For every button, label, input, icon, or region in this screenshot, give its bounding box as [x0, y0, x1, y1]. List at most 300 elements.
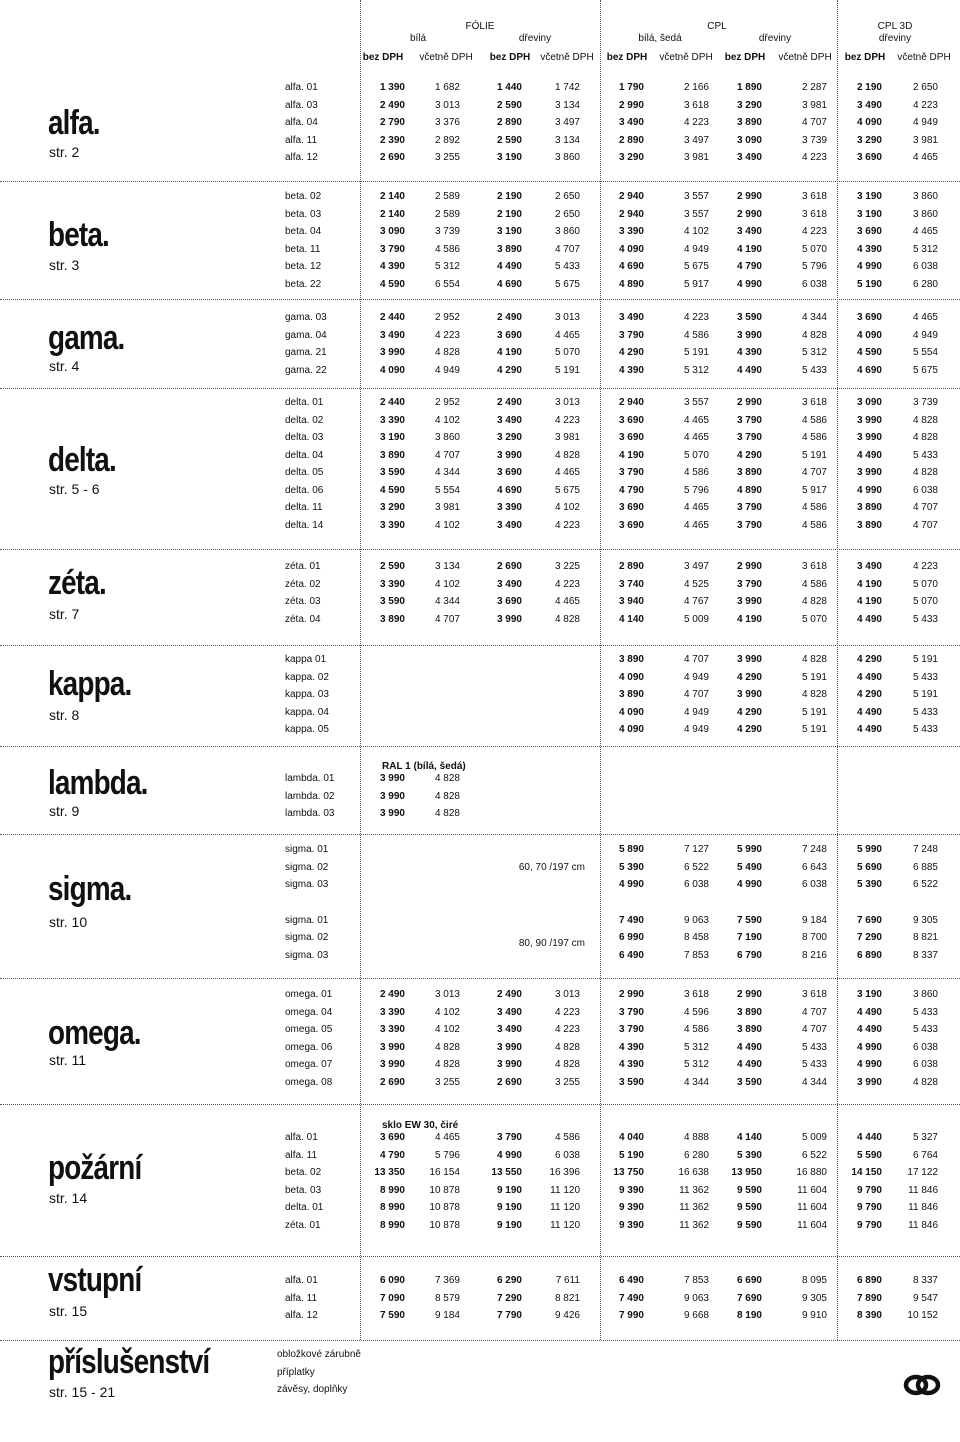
price-cell: 2 690 — [496, 1076, 522, 1088]
row-label: lambda. 03 — [285, 808, 335, 819]
price-cell: 5 433 — [912, 449, 938, 461]
price-cell: 3 890 — [856, 519, 882, 531]
price-cell: 5 990 — [856, 844, 882, 855]
price-cell: 7 590 — [379, 1310, 405, 1321]
row-label: omega. 07 — [285, 1059, 333, 1070]
price-cell: 3 390 — [618, 226, 644, 237]
price-cell: 11 846 — [908, 1184, 938, 1196]
price-cell: 4 707 — [801, 1024, 827, 1035]
price-cell: 4 990 — [736, 879, 762, 890]
price-cell: 5 191 — [912, 689, 938, 700]
price-cell: 3 618 — [801, 191, 827, 202]
price-cell: 4 828 — [912, 432, 938, 443]
price-cell: 11 362 — [679, 1184, 709, 1196]
price-cell: 8 990 — [379, 1202, 405, 1213]
price-cell: 3 981 — [554, 432, 580, 443]
price-cell: 3 690 — [618, 414, 644, 426]
price-cell: 5 191 — [801, 706, 827, 718]
column-label: včetně DPH — [778, 52, 832, 63]
price-cell: 10 152 — [907, 1310, 938, 1321]
row-label: delta. 11 — [285, 502, 323, 513]
row-label: alfa. 01 — [285, 82, 318, 93]
price-cell: 4 465 — [683, 519, 709, 531]
price-cell: 13 350 — [374, 1167, 405, 1178]
size-note: 60, 70 /197 cm — [518, 862, 585, 873]
price-cell: 5 675 — [554, 278, 580, 290]
price-cell: 2 650 — [554, 191, 580, 202]
price-cell: 3 390 — [379, 1006, 405, 1018]
section-divider — [0, 645, 960, 646]
price-cell: 2 440 — [379, 397, 405, 408]
price-cell: 4 828 — [554, 449, 580, 461]
price-cell: 3 290 — [618, 152, 644, 163]
price-cell: 4 223 — [683, 312, 709, 323]
price-cell: 3 690 — [618, 502, 644, 513]
price-cell: 4 344 — [801, 1076, 827, 1088]
price-cell: 1 790 — [618, 82, 644, 93]
price-cell: 3 490 — [496, 1006, 522, 1018]
price-cell: 4 140 — [618, 613, 644, 625]
price-cell: 4 586 — [801, 502, 827, 513]
price-cell: 5 433 — [801, 364, 827, 376]
price-cell: 3 990 — [736, 654, 762, 665]
price-cell: 4 490 — [856, 1024, 882, 1035]
row-label: kappa. 03 — [285, 689, 329, 700]
price-cell: 7 369 — [434, 1275, 460, 1286]
price-cell: 4 102 — [434, 1024, 460, 1035]
price-cell: 3 690 — [496, 596, 522, 607]
price-cell: 3 490 — [856, 99, 882, 111]
price-cell: 4 990 — [856, 1059, 882, 1070]
header-sub-cpl3d-dreviny: dřeviny — [878, 33, 912, 44]
price-cell: 4 690 — [856, 364, 882, 376]
price-cell: 4 990 — [618, 879, 644, 890]
column-label: včetně DPH — [419, 52, 473, 63]
price-cell: 6 690 — [736, 1275, 762, 1286]
price-cell: 4 223 — [554, 578, 580, 590]
price-cell: 9 184 — [801, 914, 827, 926]
row-label: lambda. 01 — [285, 773, 335, 784]
section-divider — [0, 978, 960, 979]
price-cell: 4 223 — [801, 226, 827, 237]
price-cell: 3 890 — [736, 1024, 762, 1035]
price-cell: 16 638 — [678, 1167, 709, 1178]
price-cell: 9 305 — [912, 914, 938, 926]
price-cell: 10 878 — [429, 1202, 460, 1213]
price-cell: 4 465 — [554, 467, 580, 478]
price-cell: 2 490 — [496, 312, 522, 323]
price-cell: 5 070 — [801, 243, 827, 255]
row-label: delta. 01 — [285, 1202, 324, 1213]
price-cell: 6 885 — [912, 861, 938, 873]
price-cell: 3 390 — [379, 578, 405, 590]
price-cell: 3 739 — [912, 397, 938, 408]
row-label: zéta. 03 — [285, 596, 321, 607]
column-label: bez DPH — [724, 52, 766, 63]
price-cell: 3 090 — [379, 226, 405, 237]
price-cell: 3 390 — [379, 519, 405, 531]
price-cell: 3 618 — [801, 561, 827, 572]
price-cell: 5 190 — [856, 278, 882, 290]
section-divider — [0, 299, 960, 300]
price-cell: 5 796 — [801, 261, 827, 272]
price-cell: 4 344 — [434, 467, 460, 478]
price-cell: 4 290 — [496, 364, 522, 376]
price-cell: 6 522 — [912, 879, 938, 890]
price-cell: 7 790 — [496, 1310, 522, 1321]
price-cell: 4 344 — [683, 1076, 709, 1088]
row-label: delta. 14 — [285, 519, 324, 531]
row-label: obložkové zárubně — [277, 1349, 361, 1360]
price-cell: 8 700 — [801, 932, 827, 943]
row-label: alfa. 12 — [285, 152, 318, 163]
section-divider — [0, 834, 960, 835]
price-cell: 3 190 — [496, 152, 522, 163]
price-cell: 3 190 — [856, 208, 882, 220]
price-cell: 4 190 — [496, 347, 522, 358]
price-cell: 5 390 — [618, 861, 644, 873]
price-cell: 7 090 — [379, 1292, 405, 1304]
row-label: delta. 03 — [285, 432, 324, 443]
price-cell: 2 890 — [618, 561, 644, 572]
price-cell: 9 590 — [736, 1219, 762, 1231]
price-cell: 5 191 — [683, 347, 709, 358]
price-cell: 3 390 — [379, 414, 405, 426]
price-cell: 4 440 — [856, 1132, 882, 1143]
price-cell: 2 390 — [379, 134, 405, 146]
header-sub-folie-bila: bílá — [409, 33, 427, 44]
price-cell: 4 040 — [618, 1132, 644, 1143]
section-title: zéta. — [48, 564, 106, 602]
price-cell: 11 120 — [550, 1202, 580, 1213]
price-cell: 3 225 — [554, 561, 580, 572]
price-cell: 3 255 — [434, 1076, 460, 1088]
row-label: delta. 04 — [285, 449, 324, 461]
price-cell: 17 122 — [907, 1167, 938, 1178]
price-cell: 2 190 — [496, 191, 522, 202]
price-cell: 3 990 — [496, 613, 522, 625]
price-cell: 4 090 — [618, 243, 644, 255]
price-cell: 3 013 — [554, 312, 580, 323]
price-cell: 2 690 — [496, 561, 522, 572]
price-cell: 4 223 — [554, 414, 580, 426]
price-cell: 9 426 — [554, 1310, 580, 1321]
column-label: včetně DPH — [540, 52, 594, 63]
row-label: beta. 12 — [285, 261, 322, 272]
row-label: alfa. 11 — [285, 134, 318, 146]
row-label: alfa. 01 — [285, 1132, 318, 1143]
price-cell: 3 497 — [683, 561, 709, 572]
price-cell: 9 390 — [618, 1219, 644, 1231]
price-cell: 4 290 — [856, 689, 882, 700]
price-cell: 4 586 — [801, 414, 827, 426]
price-cell: 4 090 — [379, 364, 405, 376]
price-cell: 3 790 — [618, 1006, 644, 1018]
price-cell: 4 102 — [554, 502, 580, 513]
row-label: sigma. 03 — [285, 949, 329, 961]
price-cell: 4 990 — [736, 278, 762, 290]
price-cell: 6 643 — [801, 861, 827, 873]
price-cell: 5 675 — [912, 364, 938, 376]
price-cell: 4 586 — [683, 329, 709, 341]
price-cell: 4 990 — [856, 261, 882, 272]
price-cell: 3 940 — [618, 596, 644, 607]
section-title: gama. — [48, 319, 125, 357]
row-label: závěsy, doplňky — [277, 1384, 348, 1395]
price-cell: 6 038 — [912, 261, 938, 272]
price-cell: 5 590 — [856, 1149, 882, 1161]
header-group-cpl: CPL — [707, 21, 727, 32]
price-cell: 4 828 — [801, 596, 827, 607]
section-page-ref: str. 15 - 21 — [49, 1384, 116, 1400]
price-cell: 5 433 — [912, 613, 938, 625]
price-cell: 3 990 — [736, 689, 762, 700]
section-note: sklo EW 30, čiré — [382, 1120, 459, 1131]
price-cell: 3 557 — [683, 191, 709, 202]
price-cell: 3 590 — [618, 1076, 644, 1088]
price-cell: 4 828 — [912, 1076, 938, 1088]
row-label: delta. 01 — [285, 397, 324, 408]
row-label: beta. 02 — [285, 1167, 322, 1178]
price-cell: 4 465 — [912, 226, 938, 237]
price-cell: 3 290 — [379, 502, 405, 513]
section-divider — [0, 181, 960, 182]
price-cell: 4 828 — [434, 773, 460, 784]
price-cell: 4 190 — [736, 243, 762, 255]
price-cell: 5 433 — [554, 261, 580, 272]
price-cell: 4 586 — [554, 1132, 580, 1143]
price-cell: 4 390 — [618, 1041, 644, 1053]
price-cell: 3 890 — [618, 654, 644, 665]
price-cell: 3 990 — [736, 596, 762, 607]
section-title: kappa. — [48, 665, 132, 703]
price-cell: 3 981 — [683, 152, 709, 163]
row-label: kappa. 05 — [285, 724, 329, 735]
price-cell: 3 790 — [618, 329, 644, 341]
price-cell: 14 150 — [851, 1167, 882, 1178]
price-cell: 4 690 — [496, 278, 522, 290]
price-cell: 3 134 — [554, 99, 580, 111]
price-cell: 4 525 — [683, 578, 709, 590]
price-cell: 5 390 — [736, 1149, 762, 1161]
price-cell: 4 290 — [856, 654, 882, 665]
header-sub-cpl-bila-seda: bílá, šedá — [638, 33, 682, 44]
row-label: alfa. 04 — [285, 117, 318, 128]
price-cell: 11 846 — [908, 1202, 938, 1213]
price-cell: 6 038 — [912, 1059, 938, 1070]
price-cell: 2 790 — [379, 117, 405, 128]
price-cell: 1 890 — [736, 82, 762, 93]
price-cell: 2 952 — [434, 397, 460, 408]
price-cell: 10 878 — [429, 1219, 460, 1231]
price-cell: 3 790 — [736, 578, 762, 590]
row-label: sigma. 01 — [285, 844, 329, 855]
price-cell: 3 739 — [434, 226, 460, 237]
price-cell: 4 490 — [856, 724, 882, 735]
price-cell: 7 690 — [736, 1292, 762, 1304]
price-cell: 5 312 — [912, 243, 938, 255]
price-cell: 4 590 — [856, 347, 882, 358]
row-label: sigma. 02 — [285, 861, 329, 873]
price-cell: 2 940 — [618, 191, 644, 202]
price-cell: 5 070 — [801, 613, 827, 625]
price-cell: 2 490 — [379, 989, 405, 1000]
price-cell: 4 465 — [554, 329, 580, 341]
price-cell: 5 796 — [683, 484, 709, 496]
price-cell: 3 790 — [736, 519, 762, 531]
price-cell: 3 990 — [496, 1059, 522, 1070]
price-cell: 3 618 — [683, 989, 709, 1000]
section-title: lambda. — [48, 764, 148, 802]
row-label: alfa. 01 — [285, 1275, 318, 1286]
price-cell: 4 949 — [912, 117, 938, 128]
price-cell: 3 860 — [434, 432, 460, 443]
row-label: gama. 22 — [285, 364, 327, 376]
price-cell: 1 440 — [496, 82, 522, 93]
column-label: bez DPH — [606, 52, 648, 63]
price-cell: 5 191 — [554, 364, 580, 376]
price-cell: 2 190 — [856, 82, 882, 93]
price-cell: 6 764 — [912, 1149, 938, 1161]
price-cell: 4 586 — [801, 578, 827, 590]
price-cell: 4 828 — [434, 790, 460, 802]
price-cell: 2 940 — [618, 397, 644, 408]
price-cell: 9 668 — [683, 1310, 709, 1321]
section-title: beta. — [48, 216, 109, 254]
price-cell: 4 223 — [912, 99, 938, 111]
price-cell: 3 981 — [801, 99, 827, 111]
price-cell: 4 490 — [856, 613, 882, 625]
price-cell: 7 490 — [618, 1292, 644, 1304]
price-cell: 6 522 — [683, 861, 709, 873]
price-cell: 3 890 — [496, 243, 522, 255]
price-cell: 11 846 — [908, 1219, 938, 1231]
price-cell: 13 750 — [613, 1167, 644, 1178]
price-cell: 5 312 — [683, 1059, 709, 1070]
section-page-ref: str. 15 — [49, 1303, 88, 1319]
section-page-ref: str. 4 — [49, 358, 80, 374]
price-cell: 4 190 — [856, 596, 882, 607]
price-cell: 4 990 — [856, 1041, 882, 1053]
price-cell: 2 990 — [736, 191, 762, 202]
row-label: delta. 05 — [285, 467, 324, 478]
price-cell: 4 767 — [683, 596, 709, 607]
price-cell: 3 190 — [496, 226, 522, 237]
section-page-ref: str. 8 — [49, 707, 80, 723]
column-label: včetně DPH — [659, 52, 713, 63]
price-cell: 6 290 — [496, 1275, 522, 1286]
price-cell: 2 892 — [434, 134, 460, 146]
row-label: zéta. 02 — [285, 578, 321, 590]
price-cell: 7 590 — [736, 914, 762, 926]
price-cell: 9 590 — [736, 1184, 762, 1196]
price-cell: 5 675 — [683, 261, 709, 272]
price-cell: 7 290 — [496, 1292, 522, 1304]
price-cell: 8 458 — [683, 932, 709, 943]
price-cell: 4 465 — [683, 432, 709, 443]
section-note: RAL 1 (bílá, šedá) — [382, 761, 466, 772]
price-cell: 4 990 — [496, 1149, 522, 1161]
price-cell: 3 890 — [736, 117, 762, 128]
row-label: omega. 06 — [285, 1041, 333, 1053]
price-cell: 2 590 — [496, 134, 522, 146]
price-cell: 5 990 — [736, 844, 762, 855]
price-cell: 4 490 — [736, 1041, 762, 1053]
price-cell: 5 433 — [912, 706, 938, 718]
price-cell: 4 223 — [554, 1006, 580, 1018]
price-cell: 4 290 — [736, 724, 762, 735]
price-cell: 3 790 — [618, 1024, 644, 1035]
price-cell: 3 860 — [912, 191, 938, 202]
price-cell: 3 590 — [736, 1076, 762, 1088]
price-cell: 3 990 — [379, 1041, 405, 1053]
price-cell: 3 860 — [554, 226, 580, 237]
price-cell: 3 790 — [618, 467, 644, 478]
price-cell: 9 190 — [496, 1184, 522, 1196]
price-cell: 4 390 — [736, 347, 762, 358]
price-cell: 9 390 — [618, 1184, 644, 1196]
section-divider — [0, 746, 960, 747]
price-cell: 3 557 — [683, 208, 709, 220]
price-cell: 3 990 — [736, 329, 762, 341]
price-cell: 3 255 — [554, 1076, 580, 1088]
price-cell: 2 690 — [379, 152, 405, 163]
price-cell: 5 433 — [801, 1059, 827, 1070]
price-cell: 3 013 — [434, 989, 460, 1000]
row-label: alfa. 11 — [285, 1149, 318, 1161]
price-cell: 5 433 — [801, 1041, 827, 1053]
price-cell: 3 590 — [379, 467, 405, 478]
price-cell: 4 707 — [434, 449, 460, 461]
price-cell: 4 707 — [683, 654, 709, 665]
price-cell: 5 690 — [856, 861, 882, 873]
price-cell: 4 949 — [683, 243, 709, 255]
row-label: lambda. 02 — [285, 790, 335, 802]
price-cell: 4 102 — [434, 519, 460, 531]
price-cell: 4 828 — [912, 467, 938, 478]
price-cell: 3 490 — [618, 312, 644, 323]
row-label: beta. 03 — [285, 208, 322, 220]
price-cell: 4 223 — [683, 117, 709, 128]
section-title: požární — [48, 1149, 142, 1187]
price-cell: 3 860 — [912, 989, 938, 1000]
price-cell: 2 990 — [736, 208, 762, 220]
price-cell: 4 290 — [736, 706, 762, 718]
price-cell: 11 362 — [679, 1202, 709, 1213]
price-cell: 2 650 — [554, 208, 580, 220]
row-label: delta. 02 — [285, 414, 324, 426]
price-cell: 4 586 — [683, 467, 709, 478]
price-cell: 2 190 — [496, 208, 522, 220]
price-cell: 4 888 — [683, 1132, 709, 1143]
price-cell: 8 821 — [912, 932, 938, 943]
price-cell: 3 290 — [736, 99, 762, 111]
row-label: sigma. 03 — [285, 879, 329, 890]
price-cell: 6 038 — [683, 879, 709, 890]
section-divider — [0, 549, 960, 550]
price-cell: 2 490 — [496, 989, 522, 1000]
section-divider — [0, 1340, 960, 1341]
row-label: kappa. 02 — [285, 671, 329, 683]
price-cell: 9 590 — [736, 1202, 762, 1213]
section-page-ref: str. 11 — [49, 1052, 87, 1068]
price-cell: 4 390 — [856, 243, 882, 255]
row-label: zéta. 01 — [285, 1219, 321, 1231]
price-cell: 3 890 — [856, 502, 882, 513]
price-cell: 2 140 — [379, 208, 405, 220]
header-group-cpl3d: CPL 3D — [877, 21, 913, 32]
price-cell: 3 490 — [496, 1024, 522, 1035]
